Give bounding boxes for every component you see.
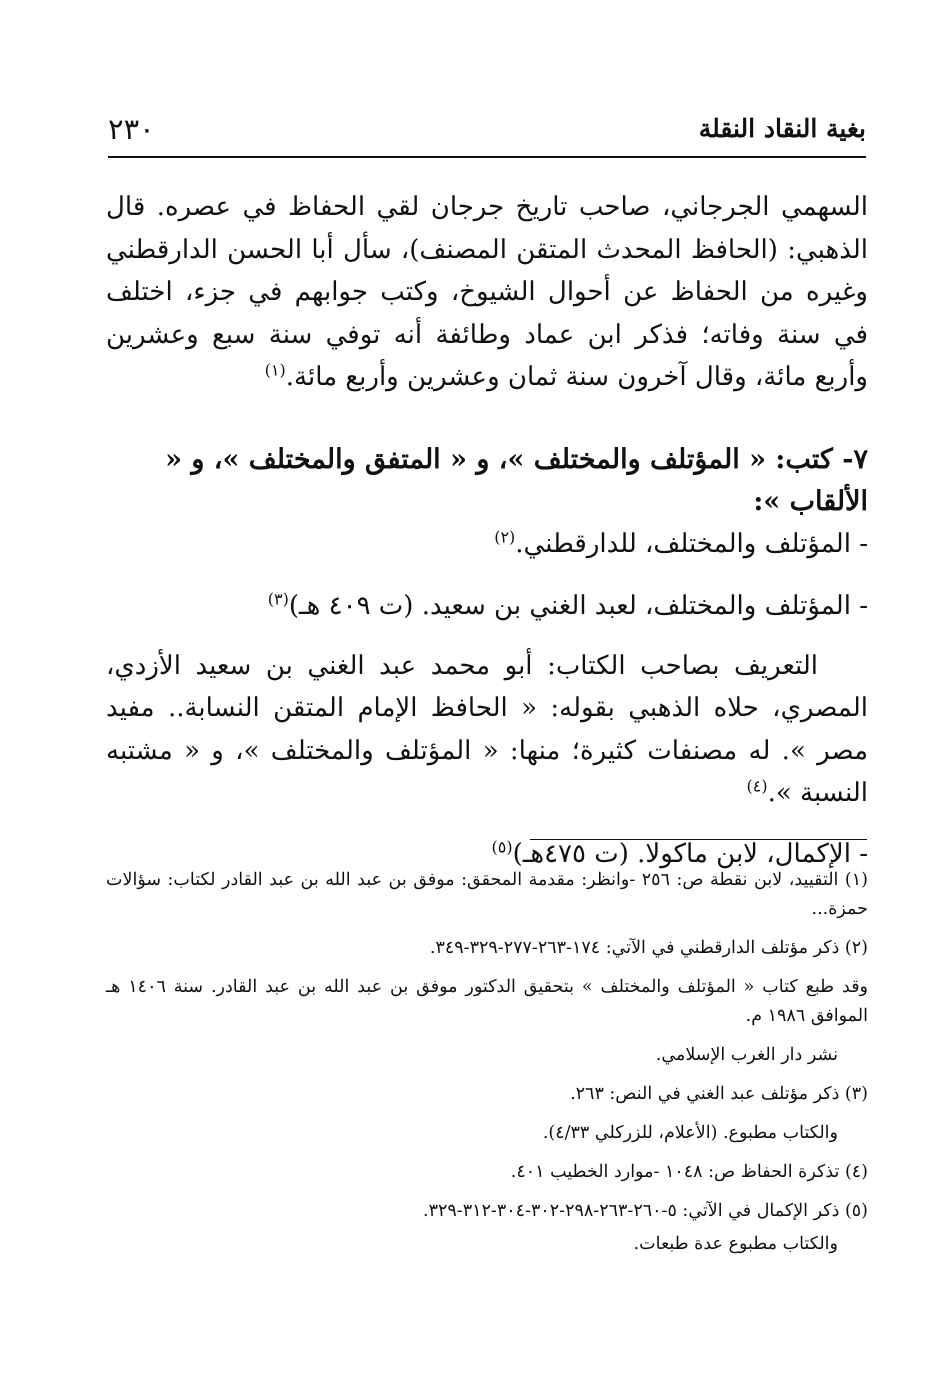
list-item-text: - الإكمال، لابن ماكولا. (ت ٤٧٥هـ) xyxy=(512,838,868,869)
footnotes xyxy=(106,866,868,1269)
footnote-5: (٥) ذكر الإكمال في الآتي: ٥-٢٦٠-٢٦٣-٢٩٨-٣٠٢-٣٠٤-٣١٢-٣٢٩. xyxy=(423,1201,868,1221)
list-item-text: - المؤتلف والمختلف، لعبد الغني بن سعيد. (ت ٤٠٩ هـ) xyxy=(288,590,868,621)
list-item xyxy=(106,523,868,565)
footnote-2-continuation: وقد طبع كتاب « المؤتلف والمختلف » بتحقيق الدكتور موفق بن عبد الله بن عبد القادر. سنة ١٤٠٦ هـ الموافق ١٩٨٦ م. xyxy=(106,977,869,1026)
list-item xyxy=(106,585,868,627)
section-heading: ٧- كتب: « المؤتلف والمختلف »، و « المتفق والمختلف »، و « الألقاب »: xyxy=(165,443,868,517)
footnote-2-publisher: نشر دار الغرب الإسلامي. xyxy=(655,1045,838,1065)
footnote-3-continuation: والكتاب مطبوع. (الأعلام، للزركلي ٤/٣٣). xyxy=(542,1123,838,1143)
footnote-1: (١) التقييد، لابن نقطة ص: ٢٥٦ -وانظر: مقدمة المحقق: موفق بن عبد الله بن عبد القادر لكتاب: سؤالات حمزة... xyxy=(106,870,868,919)
list-item-text: - المؤتلف والمختلف، للدارقطني. xyxy=(515,528,868,559)
footnote-4: (٤) تذكرة الحفاظ ص: ١٠٤٨ -موارد الخطيب ٤٠١. xyxy=(510,1162,868,1182)
author-paragraph-text: التعريف بصاحب الكتاب: أبو محمد عبد الغني بن سعيد الأزدي، المصري، حلاه الذهبي بقوله: « الحافظ الإمام المتقن النسابة.. مفيد مصر ». له مصنفات كثيرة؛ منها: « المؤتلف والمختلف »، و « مشتبه النسبة ». xyxy=(106,650,868,808)
running-header xyxy=(108,112,866,158)
footnote-separator xyxy=(530,839,867,840)
footnote-ref-2: (٢) xyxy=(494,526,516,546)
footnote-ref-1: (١) xyxy=(264,360,286,380)
book-title: بغية النقاد النقلة xyxy=(698,114,866,143)
page-number: ٢٣٠ xyxy=(108,112,155,146)
footnote-ref-3: (٣) xyxy=(267,588,289,608)
footnote-3: (٣) ذكر مؤتلف عبد الغني في النص: ٢٦٣. xyxy=(570,1084,868,1104)
main-text xyxy=(106,186,868,875)
intro-paragraph xyxy=(106,186,868,399)
footnote-2: (٢) ذكر مؤتلف الدارقطني في الآتي: ١٧٤-٢٦٣-٢٧٧-٣٢٩-٣٤٩. xyxy=(429,938,868,958)
intro-paragraph-text: السهمي الجرجاني، صاحب تاريخ جرجان لقي الحفاظ في عصره. قال الذهبي: (الحافظ المحدث المتقن المصنف)، سأل أبا الحسن الدارقطني وغيره من الحفاظ عن أحوال الشيوخ، وكتب جوابهم في جزء، اختلف في سنة وفاته؛ فذكر ابن عماد وطائفة أنه توفي سنة سبع وعشرين وأربع مائة، وقال آخرون سنة ثمان وعشرين وأربع مائة. xyxy=(106,192,868,392)
footnote-ref-5: (٥) xyxy=(491,836,513,856)
footnote-ref-4: (٤) xyxy=(746,776,768,796)
footnote-5-continuation: والكتاب مطبوع عدة طبعات. xyxy=(633,1234,838,1254)
author-paragraph xyxy=(106,645,868,815)
